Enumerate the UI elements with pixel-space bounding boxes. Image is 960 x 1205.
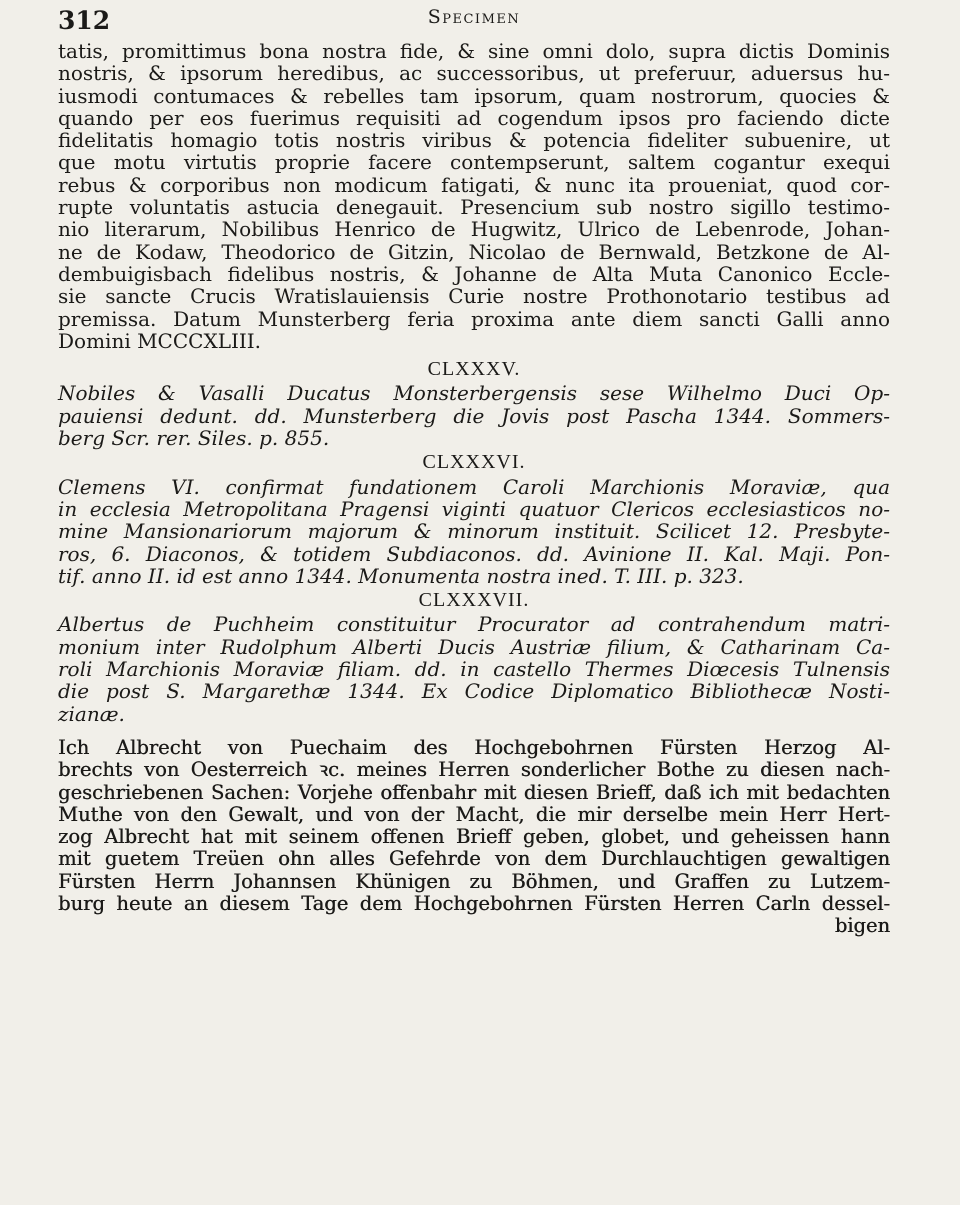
entry-187-summary xyxy=(58,613,890,724)
running-title: Specimen xyxy=(427,6,521,28)
text-line: nostris, & ipsorum heredibus, ac successoribus, ut preferuur, aduersus hu- xyxy=(58,61,890,86)
text-line: tif. anno II. id est anno 1344. Monumenta nostra ined. T. III. p. 323. xyxy=(58,563,744,588)
text-line: burg heute an diesem Tage dem Hochgebohrnen Fürsten Herren Carln dessel- xyxy=(58,891,890,915)
entry-186-summary xyxy=(58,476,890,587)
text-line: mine Mansionariorum majorum & minorum instituit. Scilicet 12. Presbyte- xyxy=(58,519,890,544)
text-line: iusmodi contumaces & rebelles tam ipsorum, quam nostrorum, quocies & xyxy=(58,83,890,108)
text-line: premissa. Datum Munsterberg feria proxima ante diem sancti Galli anno xyxy=(58,306,890,331)
text-line: Albertus de Puchheim constituitur Procurator ad contrahendum matri- xyxy=(58,612,890,637)
text-line: tatis, promittimus bona nostra fide, & sine omni dolo, supra dictis Dominis xyxy=(58,39,890,63)
charter-continuation xyxy=(58,40,890,352)
text-line: Clemens VI. confirmat fundationem Caroli Marchionis Moraviæ, qua xyxy=(58,474,890,499)
text-line: monium inter Rudolphum Alberti Ducis Austriæ filium, & Catharinam Ca- xyxy=(58,634,890,659)
text-line: fidelitatis homagio totis nostris viribus & potencia fideliter subuenire, ut xyxy=(58,128,890,153)
text-line: pauiensi dedunt. dd. Munsterberg die Jovis post Pascha 1344. Sommers- xyxy=(58,403,890,428)
text-line: rebus & corporibus non modicum fatigati, & nunc ita proueniat, quod cor- xyxy=(58,172,890,197)
entry-heading: CLXXXVI. xyxy=(422,451,526,474)
text-line: Ich Albrecht von Puechaim des Hochgebohrnen Fürsten Herzog Al- xyxy=(58,735,890,759)
text-line: sie sancte Crucis Wratislauiensis Curie nostre Prothonotario testibus ad xyxy=(58,284,890,309)
text-line: berg Scr. rer. Siles. p. 855. xyxy=(58,426,330,451)
text-line: ne de Kodaw, Theodorico de Gitzin, Nicolao de Bernwald, Betzkone de Al- xyxy=(58,239,890,264)
text-line: mit guetem Treüen ohn alles Gefehrde von dem Durchlauchtigen gewaltigen xyxy=(58,847,890,871)
text-line: dembuigisbach fidelibus nostris, & Johanne de Alta Muta Canonico Eccle- xyxy=(58,261,890,286)
text-line: ros, 6. Diaconos, & totidem Subdiaconos. dd. Avinione II. Kal. Maji. Pon- xyxy=(58,541,890,566)
running-head xyxy=(58,0,890,40)
text-line: Fürsten Herrn Johannsen Khünigen zu Böhmen, und Graffen zu Lutzem- xyxy=(58,869,890,893)
catchword: bigen xyxy=(834,914,890,938)
text-line: Domini MCCCXLIII. xyxy=(58,328,262,353)
text-line: Nobiles & Vasalli Ducatus Monsterbergensis sese Wilhelmo Duci Op- xyxy=(58,381,890,406)
text-line: die post S. Margarethæ 1344. Ex Codice Diplomatico Bibliothecæ Nosti- xyxy=(58,679,890,704)
page-number: 312 xyxy=(58,6,111,35)
text-line: quando per eos fuerimus requisiti ad cogendum ipsos pro faciendo dicte xyxy=(58,105,890,130)
german-charter-text xyxy=(58,737,890,938)
text-line: brechts von Oesterreich ꝛc. meines Herren sonderlicher Bothe zu diesen nach- xyxy=(58,758,890,782)
text-line: roli Marchionis Moraviæ filiam. dd. in castello Thermes Diœcesis Tulnensis xyxy=(58,657,890,682)
text-line: in ecclesia Metropolitana Pragensi viginti quatuor Clericos ecclesiasticos no- xyxy=(58,496,890,521)
entry-heading: CLXXXVII. xyxy=(418,589,530,612)
text-line: zog Albrecht hat mit seinem offenen Brieff geben, globet, und geheissen hann xyxy=(58,825,890,849)
text-line: Muthe von den Gewalt, und von der Macht, die mir derselbe mein Herr Hert- xyxy=(58,802,890,826)
text-line: zianæ. xyxy=(58,701,125,726)
text-line: geschriebenen Sachen: Vorjehe offenbahr mit diesen Brieff, daß ich mit bedachten xyxy=(58,780,890,804)
text-line: que motu virtutis proprie facere contempserunt, saltem cogantur exequi xyxy=(58,150,890,175)
text-line: nio literarum, Nobilibus Henrico de Hugwitz, Ulrico de Lebenrode, Johan- xyxy=(58,217,890,242)
entry-heading: CLXXXV. xyxy=(427,358,521,381)
text-line: rupte voluntatis astucia denegauit. Presencium sub nostro sigillo testimo- xyxy=(58,195,890,220)
entry-185-summary xyxy=(58,382,890,449)
